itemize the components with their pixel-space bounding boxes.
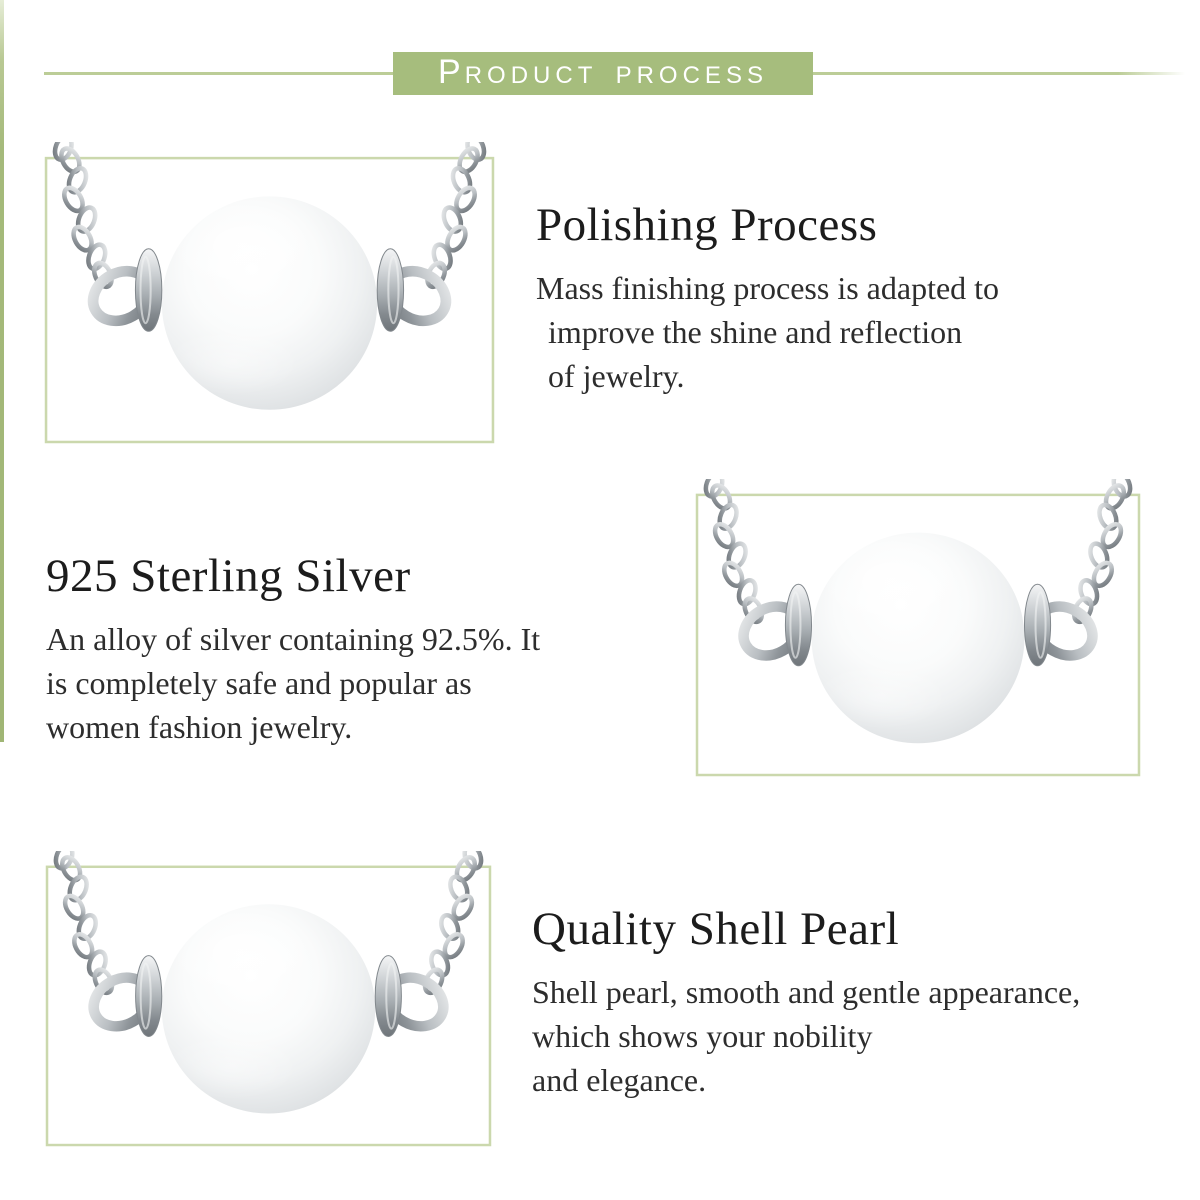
pearl-necklace-photo-polishing — [44, 142, 495, 444]
banner-title-initial: P — [438, 53, 465, 91]
pearl-necklace-photo-silver — [695, 479, 1141, 777]
section-body — [536, 266, 1136, 398]
product-process-banner — [393, 52, 813, 95]
section-polishing-process — [536, 197, 1136, 398]
header-rule-left — [44, 72, 393, 75]
body-line: of jewelry. — [548, 358, 685, 394]
body-line: women fashion jewelry. — [46, 709, 353, 745]
pearl-necklace-photo-shell-pearl — [45, 851, 492, 1147]
necklace-illustration — [44, 142, 495, 444]
section-heading: Quality Shell Pearl — [532, 903, 900, 955]
body-line: and elegance. — [532, 1062, 707, 1098]
necklace-illustration — [45, 851, 492, 1147]
header-rule-right — [813, 72, 1185, 75]
section-body — [46, 617, 646, 749]
section-heading: 925 Sterling Silver — [46, 550, 411, 602]
section-shell-pearl — [532, 901, 1132, 1102]
body-line: An alloy of silver containing 92.5%. It — [46, 621, 541, 657]
section-body — [532, 970, 1132, 1102]
section-heading: Polishing Process — [536, 199, 878, 251]
body-line: Shell pearl, smooth and gentle appearance, — [532, 974, 1081, 1010]
body-line: is completely safe and popular as — [46, 665, 472, 701]
banner-title-rest: RODUCT PROCESS — [464, 62, 768, 89]
section-sterling-silver — [46, 548, 646, 749]
body-line: which shows your nobility — [532, 1018, 873, 1054]
body-line: improve the shine and reflection — [548, 314, 963, 350]
necklace-illustration — [695, 479, 1141, 777]
body-line: Mass finishing process is adapted to — [536, 270, 1000, 306]
left-accent-bar — [0, 0, 4, 742]
